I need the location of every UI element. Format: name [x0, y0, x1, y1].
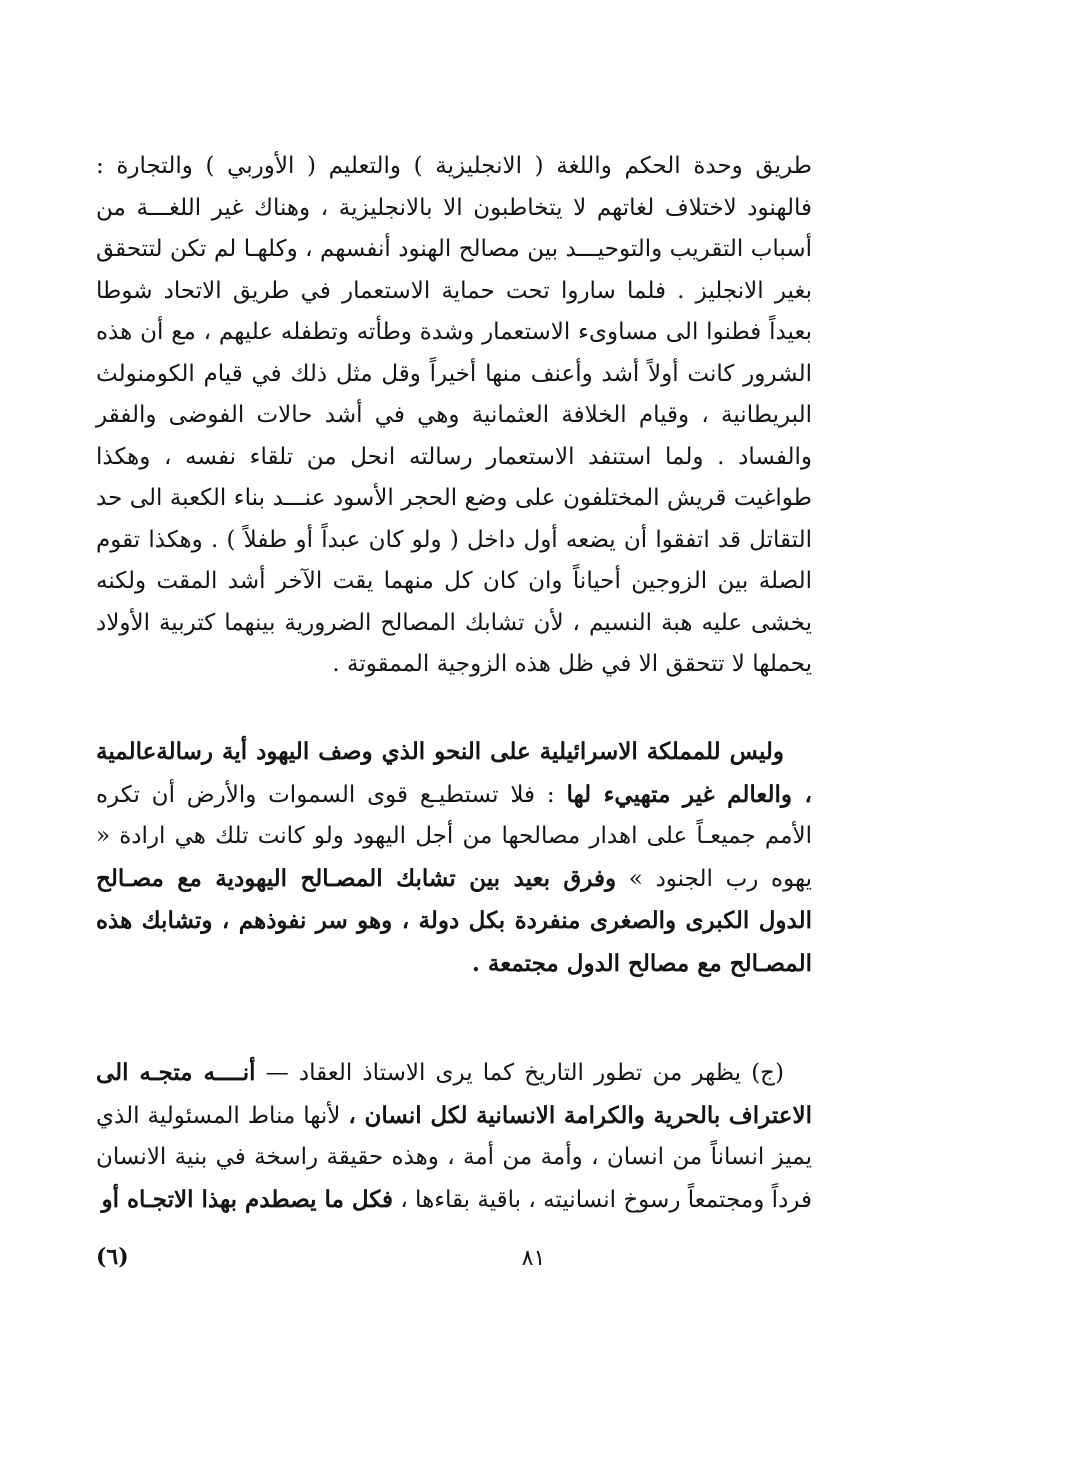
paragraph-3-text [96, 1052, 812, 1221]
paragraph-3-bold-2: فكل ما يصطدم بهذا الاتجـاه أو [101, 1185, 394, 1213]
paragraph-2-bold-tail: وفرق بعيد بين تشابك المصـالح اليهودية مع مصـالح الدول الكبرى والصغرى منفردة بكل دولة ، وهو سر نفوذهم ، وتشابك هذه المصـالح مع مصالح الدول مجتمعة . [96, 864, 812, 977]
page-number: ٨١ [521, 1246, 546, 1271]
paragraph-2 [96, 731, 812, 985]
paragraph-2-bold-lead: وليس للمملكة الاسرائيلية على النحو الذي وصف اليهود أية رسالةعالمية ، والعالم غير متهييء لها [96, 738, 812, 808]
paragraph-3-body: لأنها مناط المسئولية الذي يميز انساناً من انسان ، وأمة من أمة ، وهذه حقيقة راسخة في بنية الانسان فرداً ومجتمعاً رسوخ انسانيته ، باقية بقاءها ، [96, 1102, 812, 1213]
paragraph-3-lead: (ج) يظهر من تطور التاريخ كما يرى الاستاذ العقاد — [255, 1060, 784, 1086]
paragraph-2-text [96, 731, 812, 985]
paragraph-3 [96, 1052, 812, 1221]
paragraph-1-text: طريق وحدة الحكم واللغة ( الانجليزية ) والتعليم ( الأوربي ) والتجارة : فالهنود لاختلاف لغاتهم لا يتخاطبون الا بالانجليزية ، وهناك غير اللغـــة من أسباب التقريب والتوحيـــد بين مصالح الهنود أنفسهم ، وكلهـا لم تكن لتتحقق بغير الانجليز . فلما ساروا تحت حماية الاستعمار في طريق الاتحاد شوطا بعيداً فطنوا الى مساوىء الاستعمار وشدة وطأته وتطفله عليهم ، مع أن هذه الشرور كانت أولاً أشد وأعنف منها أخيراً وقل مثل ذلك في قيام الكومنولث البريطانية ، وقيام الخلافة العثمانية وهي في أشد حالات الفوضى والفقر والفساد . ولما استنفد الاستعمار رسالته انحل من تلقاء نفسه ، وهكذا طواغيت قريش المختلفون على وضع الحجر الأسود عنـــد بناء الكعبة الى حد التقاتل قد اتفقوا أن يضعه أول داخل ( ولو كان عبداً أو طفلاً ) . وهكذا تقوم الصلة بين الزوجين أحياناً وان كان كل منهما يقت الآخر أشد المقت ولكنه يخشى عليه هبة النسيم ، لأن تشابك المصالح الضرورية بينهما كتربية الأولاد يحملها لا تتحقق الا في ظل هذه الزوجية الممقوتة . [96, 153, 812, 677]
paragraph-2-body: : فلا تستطيـع قوى السموات والأرض أن تكره الأمم جميعـاً على اهدار مصالحها من أجل اليهود ولو كانت تلك هي ارادة « يهوه رب الجنود » [96, 781, 812, 892]
paragraph-1 [96, 146, 812, 686]
signature-mark: (٦) [96, 1244, 129, 1270]
paragraph-3-bold-1: أنــــه متجـه الى الاعتراف بالحرية والكرامة الانسانية لكل انسان ، [96, 1059, 812, 1129]
